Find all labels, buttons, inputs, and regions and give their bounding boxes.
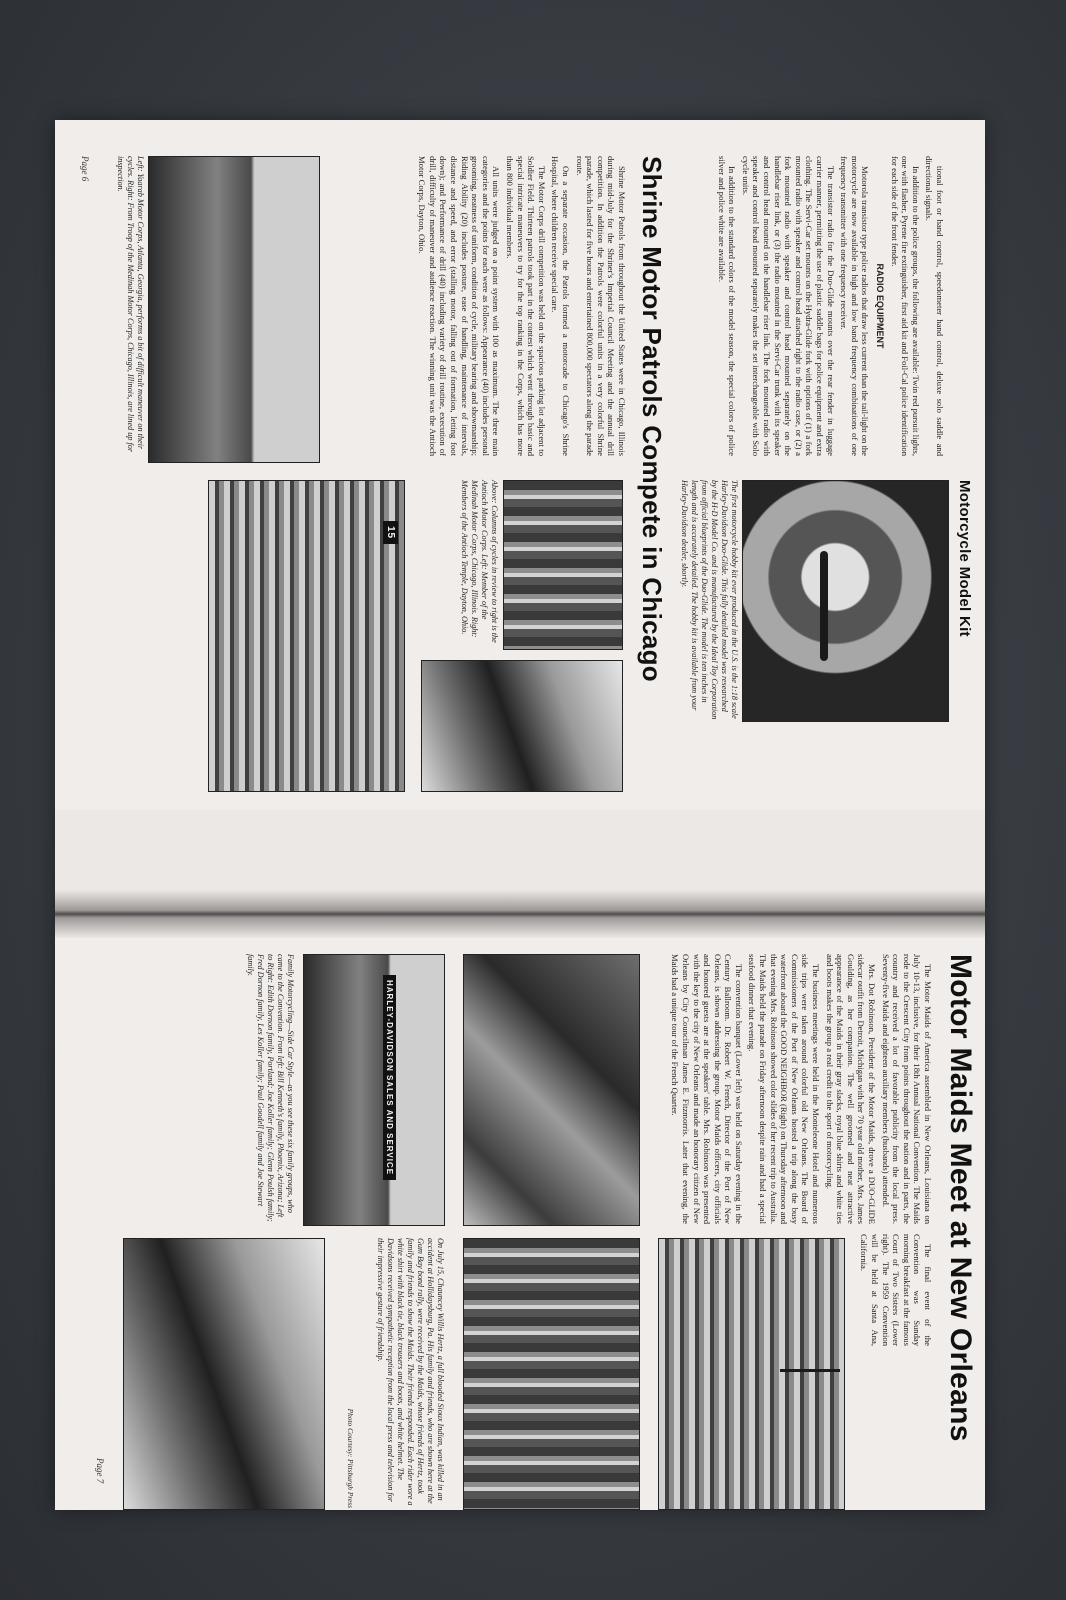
photo-number-tag: 15 bbox=[383, 521, 398, 544]
good-neighbor-boat-photo bbox=[658, 1238, 845, 1510]
radio-body-paragraph: In addition to the standard colors of the model season, the special colors of police silver and police white are available. bbox=[716, 156, 738, 456]
motorcycle-icon bbox=[820, 551, 828, 661]
radio-column-1 bbox=[713, 156, 945, 456]
motor-maids-paragraph: The Motor Maids of America assembled in New Orleans, Louisiana on July 10-13, inclusive, for their 18th Annual National Convention. The Maids rode to the Crescent City from points throughout the nation and in parts, the country and received a lot of favorable publicity from the local press. Seventy-five Maids and eighteen auxiliary members (husbands) attended. bbox=[880, 954, 933, 1224]
motor-maids-paragraph: Mrs. Dot Robinson, President of the Motor Maids, drove a DUO-GLIDE sidecar outfit from Detroit, Michigan with her 70 year old mother, Mrs. James Goulding, as her companion. The well groomed and neat attractive appearance of the Maids in their gray slacks, royal blue shirts and white ties and boots makes the group a real credit to the sport of motorcycling. bbox=[824, 954, 878, 1224]
shrine-headline: Shrine Motor Patrols Compete in Chicago bbox=[637, 156, 667, 682]
motor-maids-column-1 bbox=[667, 954, 933, 1224]
shrine-body-paragraph: On a separate occasion, the Patrols formed a motorcade to Chicago's Shrine Hospital, where children receive special care. bbox=[550, 156, 572, 456]
motor-maids-paragraph: The business meetings were held in the Monteleone Hotel and numerous side trips were taken around colorful old New Orleans. The Board of Commissioners of the Port of New Orleans hosted a trip along the busy waterfront aboard the GOOD NEIGHBOR (Right) on Thursday afternoon and that evening Mrs. Robinson showed color slides of her recent trip to Australia. The Maids held the parade on Friday afternoon despite rain and had a special seafood dinner that evening. bbox=[747, 954, 822, 1224]
sidecar-families-photo bbox=[303, 954, 445, 1226]
motor-maids-paragraph: The final event of the Convention was Sunday morning breakfast at the famous Court of Two Sisters (Lower right). The 1959 Convention will be held at Santa Ana, California. bbox=[859, 1234, 933, 1346]
shrine-body-paragraph: All units were judged on a point system with 100 as maximum. The three main categories and the points for each were as follows: Appearance (40) includes personal grooming, neatness of uniform, condition of cycle, military bearing and showmanship; Riding Ability (20) includes posture, ease of handling, maintenance of intervals, distance and speed, and error (stalling motor, falling out of formation, letting foot down); and Performance of drill (40) including variety of drill routine, execution of drill, difficulty of maneuver and audience reaction. The winning unit was the Antioch Motor Corps, Dayton, Ohio. bbox=[417, 156, 502, 456]
court-breakfast-photo bbox=[463, 1238, 640, 1510]
page-6 bbox=[55, 120, 985, 810]
ship-mast-icon bbox=[780, 1369, 840, 1372]
parade-photo bbox=[148, 156, 320, 463]
page-number: Page 6 bbox=[80, 156, 90, 182]
model-kit-caption: The first motorcycle hobby kit ever produced in the U.S. is the 1:18 scale Harley-Davidson Duo-Glide. This fully detailed model was researched by the H-D Model Co. and is manufactured by the Ideal Toy Corporation from official blueprints of the Duo-Glide. The model is ten inches in length and is accurately detailed. The hobby kit is available from your Harley-Davidson dealer, shortly. bbox=[680, 480, 739, 720]
lineup-photo bbox=[208, 480, 405, 792]
radio-body-paragraph: The transistor radio for the Duo-Glide mounts over the rear fender in luggage carrier manner, permitting the use of plastic saddle bags for police equipment and extra clothing. The Servi-Car set mounts on the Hydra-Glide fork with options of (1) a fork mounted radio with speaker and control head attached right to the radio case, or (2) a fork mounted radio with speaker and control head mounted separately on the handlebar riser link, or (3) the radio mounted in the Servi-Car trunk with its speaker and control head mounted on the handlebar riser link. The fork mounted radio with speaker and control head mounted separately makes the set interchangeable with Solo cycle units. bbox=[740, 156, 836, 456]
motor-corps-photo bbox=[503, 480, 623, 650]
model-kit-headline: Motorcycle Model Kit bbox=[956, 480, 973, 637]
shrine-body-column bbox=[414, 156, 627, 456]
page-7 bbox=[55, 938, 985, 1510]
motor-maids-headline: Motor Maids Meet at New Orleans bbox=[944, 954, 977, 1442]
motor-maids-column-2 bbox=[856, 1234, 933, 1346]
radio-body-paragraph: Motorola transistor type police radios that draw less current than the tail-light on the motorcycle are now available in high and low band frequency combinations of one frequency transmitter with one frequency receiver. bbox=[839, 156, 871, 456]
model-kit-photo bbox=[742, 480, 949, 722]
shrine-body-paragraph: The Motor Corps drill competition was held on the spacious parking lot adjacent to Soldier Field. Thirteen patrols took part in the contest which went through basic and special intricate maneuvers to try for the top ranking in the Corps, which has more than 800 individual members. bbox=[505, 156, 547, 456]
funeral-caption: On July 15, Chauncey Willis Hertz, a full blooded Sioux Indian, was killed in an accident at Hollidaysburg, Pa. His family and friends, who are shown here at the Gum Bay bond rally, were received by the Maids, whose friends of Hertz, took family and friends to show the Maids. Their friends responded. Each rider wore a white shirt with black tie, black trousers and boots, and white helmet. The Davidsons received sympathetic reception from the local press and television for their impressive gesture of friendship. bbox=[376, 1238, 445, 1506]
rider-photo bbox=[421, 660, 623, 792]
center-fold bbox=[55, 890, 985, 938]
shrine-caption-right: Above: Columns of cycles in review to right is the Antioch Motor Corps. Left: Member of the Medinah Motor Corps, Chicago, Illinois. Right: Members of the Antioch Temple, Dayton, Ohio. bbox=[460, 480, 499, 643]
magazine-spread bbox=[55, 120, 985, 1510]
page-number: Page 7 bbox=[95, 1458, 105, 1484]
motor-maids-paragraph: The convention banquet (Lower left) was held on Saturday evening in the Century Ballroom. Dr. Robert W. French, Director of the Port of New Orleans, is shown addressing the group. Motor Maids officers, city officials and honored guests are at the speakers' table. Mrs. Robinson was presented with the key to the city of New Orleans and made an honorary citizen of New Orleans by City Councilman James E. Fitzmorris. Later that evening, the Maids had a unique tour of the French Quarter. bbox=[670, 954, 744, 1224]
radio-intro-paragraph: tional foot or hand control, speedometer hand control, deluxe solo saddle and directional signals. bbox=[924, 156, 945, 456]
dealer-sign: HARLEY-DAVIDSON SALES AND SERVICE bbox=[383, 975, 396, 1180]
radio-equipment-subhead: RADIO EQUIPMENT bbox=[875, 263, 886, 349]
radio-intro-paragraph: In addition to the police groups, the following are available: Twin red pursuit lights, one with flasher, Pyrene fire extinguisher, first aid kit and Foil-Cal police identification for each side of the front fender. bbox=[889, 156, 921, 457]
procession-photo bbox=[123, 1238, 325, 1510]
photo-credit: Photo Courtesy: Pittsburgh Press bbox=[346, 1408, 355, 1508]
sidecar-families-caption: Family Motorcycling—Side Car Style—as you see these six family groups, who came to the Convention. From left: Bill Kenneth's family, Phoenix, Arizona; Left to Right: Edith Dornon family, Portland; Joe Koller family; Glenn Poulsh family; Fred Dornon family, Les Koller family; Paul Goodell family and Joe Stewart family. bbox=[246, 954, 295, 1222]
shrine-caption-left: Left: Yaarab Motor Corps, Atlanta, Georgia, performs a bit of difficult maneuver on their cycles. Right: From Troop of the Medinah Motor Corps, Chicago, Illinois, are lined up for inspection. bbox=[116, 156, 145, 453]
shrine-body-paragraph: Shrine Motor Patrols from throughout the United States were in Chicago, Illinois during mid-July for the Shriner's Imperial Council Meeting and the annual drill competition. In addition the Patrols were colorful units in a very colorful Shrine parade, which lasted for five hours and entertained 800,000 spectators along the parade route. bbox=[574, 156, 627, 456]
banquet-photo bbox=[463, 954, 640, 1226]
